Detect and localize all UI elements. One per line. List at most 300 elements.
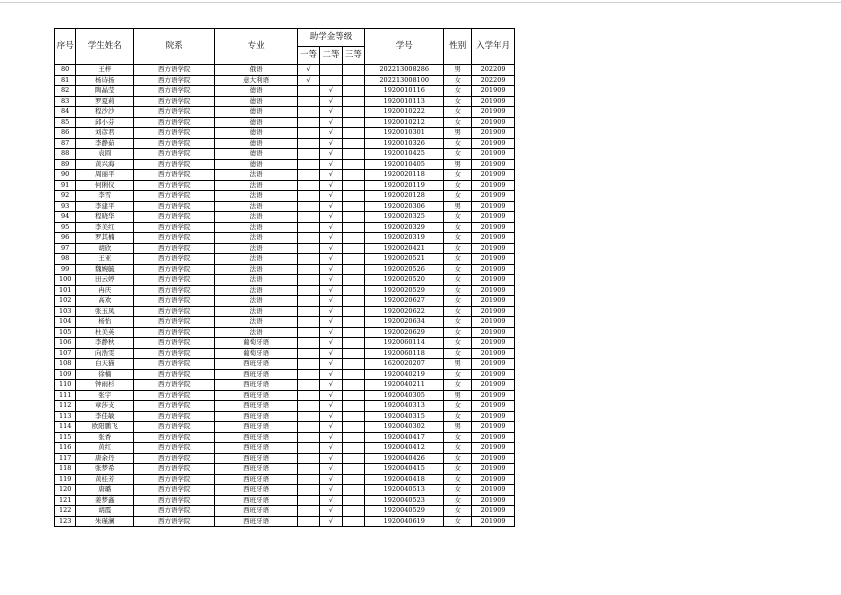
cell-student-no: 1920020627 xyxy=(365,296,444,307)
cell-major: 德语 xyxy=(215,117,297,128)
cell-name: 张香 xyxy=(76,432,134,443)
cell-major: 西班牙语 xyxy=(215,422,297,433)
cell-student-no: 1920040417 xyxy=(365,432,444,443)
cell-major: 法语 xyxy=(215,327,297,338)
cell-grade2: √ xyxy=(320,212,342,223)
cell-seq: 116 xyxy=(55,443,76,454)
table-row xyxy=(55,422,515,433)
cell-grade1 xyxy=(297,149,319,160)
cell-major: 德语 xyxy=(215,159,297,170)
cell-grade2: √ xyxy=(320,359,342,370)
cell-name: 唐璐 xyxy=(76,485,134,496)
cell-major: 德语 xyxy=(215,96,297,107)
cell-dept: 西方语学院 xyxy=(134,443,215,454)
cell-student-no: 202213008100 xyxy=(365,75,444,86)
table-row xyxy=(55,453,515,464)
cell-grade2: √ xyxy=(320,390,342,401)
cell-gender: 女 xyxy=(444,243,472,254)
cell-gender: 女 xyxy=(444,285,472,296)
cell-dept: 西方语学院 xyxy=(134,254,215,265)
cell-seq: 103 xyxy=(55,306,76,317)
cell-dept: 西方语学院 xyxy=(134,138,215,149)
cell-grade3 xyxy=(342,285,364,296)
cell-student-no: 1920060118 xyxy=(365,348,444,359)
cell-gender: 女 xyxy=(444,327,472,338)
cell-gender: 女 xyxy=(444,506,472,517)
cell-enroll: 201909 xyxy=(472,390,515,401)
cell-gender: 女 xyxy=(444,411,472,422)
cell-student-no: 1620020207 xyxy=(365,359,444,370)
cell-seq: 114 xyxy=(55,422,76,433)
cell-grade1 xyxy=(297,170,319,181)
cell-major: 法语 xyxy=(215,212,297,223)
cell-student-no: 1920060114 xyxy=(365,338,444,349)
cell-gender: 女 xyxy=(444,474,472,485)
cell-student-no: 1920020521 xyxy=(365,254,444,265)
cell-grade3 xyxy=(342,390,364,401)
cell-grade2: √ xyxy=(320,327,342,338)
table-row xyxy=(55,338,515,349)
cell-seq: 85 xyxy=(55,117,76,128)
cell-major: 法语 xyxy=(215,306,297,317)
cell-dept: 西方语学院 xyxy=(134,128,215,139)
table-row xyxy=(55,401,515,412)
cell-enroll: 201909 xyxy=(472,380,515,391)
cell-grade2 xyxy=(320,65,342,76)
table-row xyxy=(55,369,515,380)
cell-student-no: 1920010212 xyxy=(365,117,444,128)
cell-grade3 xyxy=(342,191,364,202)
cell-enroll: 201909 xyxy=(472,401,515,412)
cell-name: 罗夏莉 xyxy=(76,96,134,107)
table-row xyxy=(55,306,515,317)
header-seq: 序号 xyxy=(55,29,76,65)
cell-seq: 99 xyxy=(55,264,76,275)
cell-grade3 xyxy=(342,254,364,265)
cell-enroll: 201909 xyxy=(472,96,515,107)
cell-grade2: √ xyxy=(320,285,342,296)
cell-gender: 女 xyxy=(444,296,472,307)
cell-enroll: 201909 xyxy=(472,243,515,254)
cell-grade2: √ xyxy=(320,443,342,454)
table-row xyxy=(55,149,515,160)
cell-major: 西班牙语 xyxy=(215,401,297,412)
cell-dept: 西方语学院 xyxy=(134,285,215,296)
cell-grade2: √ xyxy=(320,159,342,170)
cell-student-no: 202213008286 xyxy=(365,65,444,76)
cell-gender: 女 xyxy=(444,117,472,128)
cell-student-no: 1920040313 xyxy=(365,401,444,412)
cell-grade1 xyxy=(297,296,319,307)
cell-enroll: 201909 xyxy=(472,180,515,191)
cell-seq: 101 xyxy=(55,285,76,296)
cell-seq: 87 xyxy=(55,138,76,149)
cell-grade3 xyxy=(342,306,364,317)
cell-seq: 83 xyxy=(55,96,76,107)
cell-student-no: 1920010425 xyxy=(365,149,444,160)
cell-grade3 xyxy=(342,233,364,244)
cell-student-no: 1920010301 xyxy=(365,128,444,139)
cell-student-no: 1920010116 xyxy=(365,86,444,97)
cell-name: 唐余丹 xyxy=(76,453,134,464)
cell-grade3 xyxy=(342,149,364,160)
cell-name: 程晓华 xyxy=(76,212,134,223)
cell-seq: 95 xyxy=(55,222,76,233)
cell-enroll: 201909 xyxy=(472,464,515,475)
table-row xyxy=(55,107,515,118)
table-row xyxy=(55,285,515,296)
cell-grade2: √ xyxy=(320,275,342,286)
cell-gender: 女 xyxy=(444,264,472,275)
cell-name: 王梓 xyxy=(76,65,134,76)
cell-name: 王亚 xyxy=(76,254,134,265)
cell-dept: 西方语学院 xyxy=(134,107,215,118)
cell-enroll: 201909 xyxy=(472,212,515,223)
cell-grade1: √ xyxy=(297,65,319,76)
cell-dept: 西方语学院 xyxy=(134,180,215,191)
table-row xyxy=(55,506,515,517)
table-row xyxy=(55,65,515,76)
cell-enroll: 201909 xyxy=(472,149,515,160)
cell-grade1 xyxy=(297,338,319,349)
table-row xyxy=(55,348,515,359)
cell-grade2: √ xyxy=(320,516,342,527)
cell-student-no: 1920010222 xyxy=(365,107,444,118)
cell-student-no: 1920020329 xyxy=(365,222,444,233)
cell-name: 周丽平 xyxy=(76,170,134,181)
cell-grade3 xyxy=(342,296,364,307)
cell-major: 西班牙语 xyxy=(215,369,297,380)
cell-gender: 男 xyxy=(444,359,472,370)
cell-gender: 男 xyxy=(444,422,472,433)
cell-student-no: 1920020128 xyxy=(365,191,444,202)
page-top-border xyxy=(0,0,841,3)
cell-grade1 xyxy=(297,107,319,118)
cell-dept: 西方语学院 xyxy=(134,117,215,128)
cell-grade2: √ xyxy=(320,128,342,139)
cell-seq: 98 xyxy=(55,254,76,265)
cell-gender: 女 xyxy=(444,233,472,244)
table-row xyxy=(55,485,515,496)
cell-grade1 xyxy=(297,159,319,170)
cell-name: 李静茹 xyxy=(76,138,134,149)
cell-grade2: √ xyxy=(320,348,342,359)
cell-grade2: √ xyxy=(320,401,342,412)
cell-student-no: 1920020319 xyxy=(365,233,444,244)
cell-name: 李静秋 xyxy=(76,338,134,349)
cell-grade1 xyxy=(297,411,319,422)
header-grade1: 一等 xyxy=(297,47,319,65)
cell-name: 张梦希 xyxy=(76,464,134,475)
cell-grade3 xyxy=(342,411,364,422)
cell-enroll: 201909 xyxy=(472,191,515,202)
cell-gender: 女 xyxy=(444,75,472,86)
cell-grade2: √ xyxy=(320,380,342,391)
cell-grade1 xyxy=(297,432,319,443)
cell-student-no: 1920010405 xyxy=(365,159,444,170)
cell-grade3 xyxy=(342,159,364,170)
cell-gender: 女 xyxy=(444,485,472,496)
cell-dept: 西方语学院 xyxy=(134,170,215,181)
cell-enroll: 201909 xyxy=(472,369,515,380)
cell-name: 袁圆 xyxy=(76,149,134,160)
cell-student-no: 1920040523 xyxy=(365,495,444,506)
cell-grade2: √ xyxy=(320,233,342,244)
cell-gender: 女 xyxy=(444,149,472,160)
cell-grade1 xyxy=(297,495,319,506)
cell-dept: 西方语学院 xyxy=(134,75,215,86)
cell-name: 胡欣 xyxy=(76,243,134,254)
cell-grade2: √ xyxy=(320,432,342,443)
cell-grade2: √ xyxy=(320,201,342,212)
cell-enroll: 201909 xyxy=(472,453,515,464)
cell-grade2: √ xyxy=(320,422,342,433)
cell-enroll: 201909 xyxy=(472,422,515,433)
cell-grade2: √ xyxy=(320,138,342,149)
cell-enroll: 201909 xyxy=(472,117,515,128)
cell-name: 白天猫 xyxy=(76,359,134,370)
cell-grade2: √ xyxy=(320,453,342,464)
cell-name: 杜美英 xyxy=(76,327,134,338)
cell-grade2: √ xyxy=(320,464,342,475)
cell-dept: 西方语学院 xyxy=(134,201,215,212)
cell-major: 西班牙语 xyxy=(215,453,297,464)
cell-enroll: 201909 xyxy=(472,285,515,296)
cell-grade1 xyxy=(297,474,319,485)
table-row xyxy=(55,138,515,149)
table-row xyxy=(55,432,515,443)
cell-gender: 女 xyxy=(444,380,472,391)
cell-enroll: 201909 xyxy=(472,411,515,422)
cell-enroll: 201909 xyxy=(472,516,515,527)
cell-dept: 西方语学院 xyxy=(134,96,215,107)
cell-name: 高欢 xyxy=(76,296,134,307)
cell-grade3 xyxy=(342,348,364,359)
cell-name: 黄桂芳 xyxy=(76,474,134,485)
cell-dept: 西方语学院 xyxy=(134,401,215,412)
table-row xyxy=(55,327,515,338)
cell-grade1: √ xyxy=(297,75,319,86)
cell-grade2: √ xyxy=(320,306,342,317)
cell-student-no: 1920020306 xyxy=(365,201,444,212)
cell-gender: 女 xyxy=(444,464,472,475)
cell-dept: 西方语学院 xyxy=(134,453,215,464)
cell-grade3 xyxy=(342,275,364,286)
cell-grade3 xyxy=(342,338,364,349)
cell-grade1 xyxy=(297,86,319,97)
cell-grade1 xyxy=(297,201,319,212)
cell-name: 冉庆 xyxy=(76,285,134,296)
cell-student-no: 1920020622 xyxy=(365,306,444,317)
cell-gender: 女 xyxy=(444,317,472,328)
cell-grade3 xyxy=(342,264,364,275)
cell-name: 胡霞 xyxy=(76,506,134,517)
table-row xyxy=(55,212,515,223)
cell-enroll: 201909 xyxy=(472,159,515,170)
table-row xyxy=(55,443,515,454)
cell-student-no: 1920020526 xyxy=(365,264,444,275)
cell-grade2: √ xyxy=(320,107,342,118)
cell-seq: 106 xyxy=(55,338,76,349)
cell-student-no: 1920010326 xyxy=(365,138,444,149)
cell-grade2: √ xyxy=(320,506,342,517)
table-row xyxy=(55,296,515,307)
cell-major: 法语 xyxy=(215,296,297,307)
cell-gender: 男 xyxy=(444,201,472,212)
cell-dept: 西方语学院 xyxy=(134,516,215,527)
cell-grade3 xyxy=(342,65,364,76)
table-row xyxy=(55,128,515,139)
cell-major: 意大利语 xyxy=(215,75,297,86)
cell-dept: 西方语学院 xyxy=(134,243,215,254)
cell-seq: 117 xyxy=(55,453,76,464)
cell-name: 黄红 xyxy=(76,443,134,454)
cell-grade3 xyxy=(342,432,364,443)
cell-seq: 105 xyxy=(55,327,76,338)
table-row xyxy=(55,86,515,97)
cell-gender: 女 xyxy=(444,453,472,464)
cell-student-no: 1920020634 xyxy=(365,317,444,328)
cell-grade3 xyxy=(342,516,364,527)
cell-seq: 119 xyxy=(55,474,76,485)
cell-major: 西班牙语 xyxy=(215,380,297,391)
cell-grade2: √ xyxy=(320,485,342,496)
cell-name: 钟雨杉 xyxy=(76,380,134,391)
table-row xyxy=(55,474,515,485)
cell-seq: 102 xyxy=(55,296,76,307)
cell-gender: 女 xyxy=(444,191,472,202)
cell-grade3 xyxy=(342,327,364,338)
cell-gender: 女 xyxy=(444,107,472,118)
cell-grade3 xyxy=(342,107,364,118)
cell-grade2: √ xyxy=(320,474,342,485)
cell-grade3 xyxy=(342,453,364,464)
cell-dept: 西方语学院 xyxy=(134,432,215,443)
cell-enroll: 201909 xyxy=(472,264,515,275)
table-row xyxy=(55,390,515,401)
cell-gender: 女 xyxy=(444,254,472,265)
cell-enroll: 201909 xyxy=(472,485,515,496)
cell-seq: 82 xyxy=(55,86,76,97)
cell-grade3 xyxy=(342,212,364,223)
cell-seq: 91 xyxy=(55,180,76,191)
cell-name: 李建平 xyxy=(76,201,134,212)
cell-gender: 女 xyxy=(444,212,472,223)
cell-grade3 xyxy=(342,96,364,107)
cell-name: 杨诗扬 xyxy=(76,75,134,86)
cell-name: 徐楠 xyxy=(76,369,134,380)
cell-dept: 西方语学院 xyxy=(134,506,215,517)
cell-major: 西班牙语 xyxy=(215,474,297,485)
cell-gender: 女 xyxy=(444,180,472,191)
cell-grade2: √ xyxy=(320,243,342,254)
cell-student-no: 1920020421 xyxy=(365,243,444,254)
cell-grade1 xyxy=(297,306,319,317)
cell-gender: 女 xyxy=(444,96,472,107)
cell-grade2: √ xyxy=(320,191,342,202)
table-header xyxy=(55,29,515,65)
cell-student-no: 1920040529 xyxy=(365,506,444,517)
cell-name: 魏婉毓 xyxy=(76,264,134,275)
cell-gender: 女 xyxy=(444,401,472,412)
cell-enroll: 201909 xyxy=(472,170,515,181)
cell-major: 法语 xyxy=(215,170,297,181)
cell-seq: 112 xyxy=(55,401,76,412)
cell-grade2: √ xyxy=(320,254,342,265)
cell-seq: 90 xyxy=(55,170,76,181)
table-row xyxy=(55,201,515,212)
table-row xyxy=(55,159,515,170)
cell-student-no: 1920040426 xyxy=(365,453,444,464)
cell-grade3 xyxy=(342,495,364,506)
cell-enroll: 201909 xyxy=(472,432,515,443)
cell-dept: 西方语学院 xyxy=(134,233,215,244)
cell-grade1 xyxy=(297,485,319,496)
cell-student-no: 1920040211 xyxy=(365,380,444,391)
cell-major: 法语 xyxy=(215,317,297,328)
cell-major: 德语 xyxy=(215,107,297,118)
cell-seq: 118 xyxy=(55,464,76,475)
cell-name: 杨怡 xyxy=(76,317,134,328)
cell-grade2: √ xyxy=(320,317,342,328)
cell-seq: 115 xyxy=(55,432,76,443)
table-row xyxy=(55,233,515,244)
cell-name: 陶晶莹 xyxy=(76,86,134,97)
cell-dept: 西方语学院 xyxy=(134,65,215,76)
cell-grade1 xyxy=(297,275,319,286)
cell-name: 章莎支 xyxy=(76,401,134,412)
cell-grade3 xyxy=(342,359,364,370)
cell-major: 西班牙语 xyxy=(215,359,297,370)
cell-name: 张玉凤 xyxy=(76,306,134,317)
header-gender: 性别 xyxy=(444,29,472,65)
cell-grade3 xyxy=(342,117,364,128)
cell-major: 西班牙语 xyxy=(215,411,297,422)
cell-grade1 xyxy=(297,233,319,244)
cell-gender: 女 xyxy=(444,222,472,233)
cell-grade3 xyxy=(342,86,364,97)
cell-student-no: 1920020118 xyxy=(365,170,444,181)
cell-name: 姜梦鑫 xyxy=(76,495,134,506)
cell-dept: 西方语学院 xyxy=(134,275,215,286)
header-major: 专业 xyxy=(215,29,297,65)
cell-major: 德语 xyxy=(215,86,297,97)
cell-student-no: 1920010113 xyxy=(365,96,444,107)
table-row xyxy=(55,254,515,265)
cell-enroll: 201909 xyxy=(472,306,515,317)
cell-grade1 xyxy=(297,443,319,454)
cell-dept: 西方语学院 xyxy=(134,422,215,433)
cell-grade2: √ xyxy=(320,222,342,233)
cell-name: 罗其楠 xyxy=(76,233,134,244)
cell-name: 向浩雯 xyxy=(76,348,134,359)
cell-major: 西班牙语 xyxy=(215,495,297,506)
table-row xyxy=(55,117,515,128)
table-row xyxy=(55,222,515,233)
cell-student-no: 1920040302 xyxy=(365,422,444,433)
cell-major: 法语 xyxy=(215,264,297,275)
cell-gender: 女 xyxy=(444,443,472,454)
cell-gender: 女 xyxy=(444,495,472,506)
cell-seq: 84 xyxy=(55,107,76,118)
cell-grade2: √ xyxy=(320,180,342,191)
cell-grade1 xyxy=(297,264,319,275)
cell-grade3 xyxy=(342,222,364,233)
cell-major: 西班牙语 xyxy=(215,506,297,517)
cell-enroll: 201909 xyxy=(472,107,515,118)
cell-grade1 xyxy=(297,317,319,328)
cell-major: 法语 xyxy=(215,180,297,191)
